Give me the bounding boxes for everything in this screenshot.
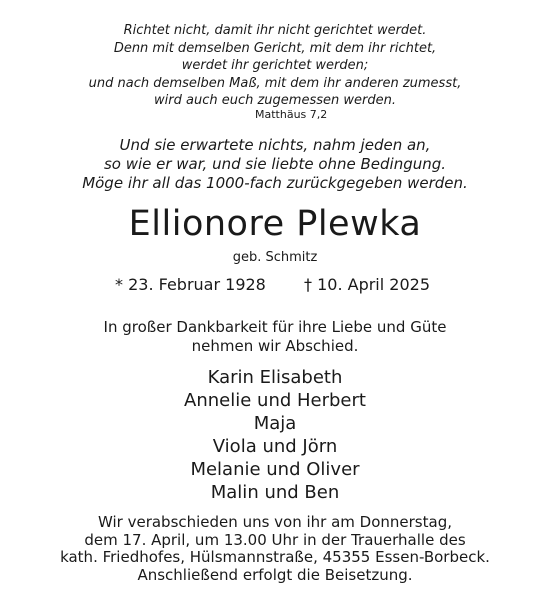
mourner-name: Maja: [253, 413, 297, 434]
scripture-line: werdet ihr gerichtet werden;: [181, 58, 369, 73]
mourner-name: Karin Elisabeth: [207, 367, 343, 388]
scripture-line: Denn mit demselben Gericht, mit dem ihr richtet,: [113, 40, 437, 56]
mourner-name: Annelie und Herbert: [184, 390, 366, 411]
tribute-line: Möge ihr all das 1000-fach zurückgegeben werden.: [82, 174, 468, 192]
farewell-line: In großer Dankbarkeit für ihre Liebe und Güte: [103, 318, 447, 336]
service-line: dem 17. April, um 13.00 Uhr in der Trauerhalle des: [84, 530, 466, 549]
mourner-name: Viola und Jörn: [212, 436, 338, 457]
service-line: Wir verabschieden uns von ihr am Donnerstag,: [97, 513, 452, 531]
scripture-line: wird auch euch zugemessen werden.: [154, 93, 396, 108]
maiden-name: geb. Schmitz: [232, 250, 318, 265]
farewell-text: [0, 318, 550, 356]
tribute-quote: [0, 136, 550, 193]
mourner-name: Malin und Ben: [210, 482, 340, 503]
tribute-line: so wie er war, und sie liebte ohne Bedingung.: [103, 155, 447, 173]
scripture-quote: [0, 22, 550, 110]
service-details: [0, 514, 550, 584]
death-date: † 10. April 2025: [304, 275, 430, 294]
service-line: kath. Friedhofes, Hülsmannstraße, 45355 Essen-Borbeck.: [60, 548, 490, 566]
scripture-source: Matthäus 7,2: [255, 108, 328, 121]
farewell-line: nehmen wir Abschied.: [191, 337, 359, 355]
scripture-line: und nach demselben Maß, mit dem ihr anderen zumesst,: [88, 75, 462, 91]
mourners-list: [0, 366, 550, 504]
deceased-name: Ellionore Plewka: [128, 204, 422, 244]
tribute-line: Und sie erwartete nichts, nahm jeden an,: [119, 136, 431, 154]
mourner-name: Melanie und Oliver: [190, 459, 360, 480]
scripture-line: Richtet nicht, damit ihr nicht gerichtet werdet.: [123, 23, 427, 38]
birth-date: * 23. Februar 1928: [115, 275, 266, 294]
service-line: Anschließend erfolgt die Beisetzung.: [137, 565, 413, 584]
